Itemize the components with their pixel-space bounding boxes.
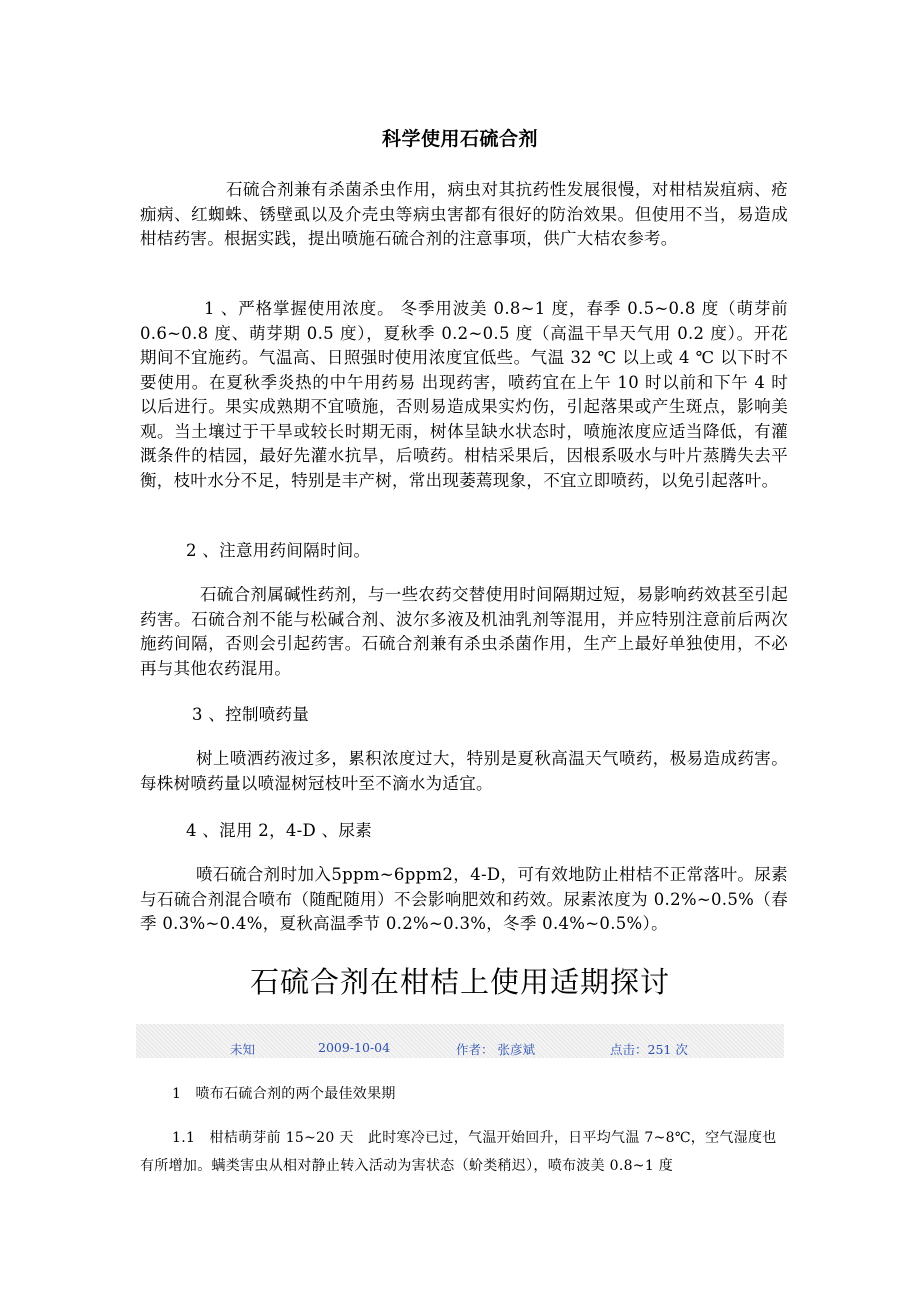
article1-title: 科学使用石硫合剂: [381, 128, 538, 150]
article2-section1-heading: 1 喷布石硫合剂的两个最佳效果期: [172, 1086, 396, 1102]
meta-clicks: 点击：251 次: [610, 1042, 688, 1057]
section4-paragraph: 喷石硫合剂时加入5ppm~6ppm2，4-D，可有效地防止柑桔不正常落叶。尿素与石硫合剂混合喷布（随配随用）不会影响肥效和药效。尿素浓度为 0.2%~0.5%（春季 0.3%~0.4%，夏秋高温季节 0.2%~0.3%，冬季 0.4%~0.5%）。: [140, 865, 788, 933]
section3-heading: 3 、控制喷药量: [192, 705, 310, 724]
section1-paragraph: 1 、严格掌握使用浓度。 冬季用波美 0.8~1 度，春季 0.5~0.8 度（萌芽前 0.6~0.8 度、萌芽期 0.5 度），夏秋季 0.2~0.5 度（高温干旱天气用 0.2 度）。开花期间不宜施药。气温高、日照强时使用浓度宜低些。气温 32 ℃ 以上或 4 ℃ 以下时不要使用。在夏秋季炎热的中午用药易 出现药害，喷药宜在上午 10 时以前和下午 4 时 以后进行。果实成熟期不宜喷施，否则易造成果实灼伤，引起落果或产生斑点，影响美观。当土壤过于干旱或较长时期无雨，树体呈缺水状态时，喷施浓度应适当降低，有灌溉条件的桔园，最好先灌水抗旱，后喷药。柑桔采果后，因根系吸水与叶片蒸腾失去平衡，枝叶水分不足，特别是丰产树，常出现萎蔫现象，不宜立即喷药，以免引起落叶。: [140, 299, 788, 490]
meta-source: 未知: [230, 1042, 256, 1057]
section2-heading: 2 、注意用药间隔时间。: [186, 541, 371, 560]
section2-paragraph: 石硫合剂属碱性药剂，与一些农药交替使用时间隔期过短，易影响药效甚至引起药害。石硫合剂不能与松碱合剂、波尔多液及机油乳剂等混用，并应特别注意前后两次施药间隔，否则会引起药害。石硫合剂兼有杀虫杀菌作用，生产上最好单独使用，不必再与其他农药混用。: [140, 585, 788, 678]
section3-paragraph: 树上喷洒药液过多，累积浓度过大，特别是夏秋高温天气喷药，极易造成药害。每株树喷药量以喷湿树冠枝叶至不滴水为适宜。: [140, 749, 788, 793]
article2-title: 石硫合剂在柑桔上使用适期探讨: [249, 965, 670, 999]
article2-section1-1-paragraph: 1.1 柑桔萌芽前 15~20 天 此时寒冷已过，气温开始回升，日平均气温 7~8℃，空气湿度也有所增加。螨类害虫从相对静止转入活动为害状态（蚧类稍迟），喷布波美 0.8~1 度: [140, 1130, 777, 1174]
meta-date: 2009-10-04: [318, 1040, 391, 1055]
article-meta-bar: [136, 1024, 784, 1058]
article1-intro: 石硫合剂兼有杀菌杀虫作用，病虫对其抗药性发展很慢，对柑桔炭疽病、疮痂病、红蜘蛛、锈壁虱以及介壳虫等病虫害都有很好的防治效果。但使用不当，易造成柑桔药害。根据实践，提出喷施石硫合剂的注意事项，供广大桔农参考。: [140, 180, 788, 248]
meta-author: 作者： 张彦斌: [456, 1042, 535, 1057]
section4-heading: 4 、混用 2，4-D 、尿素: [186, 821, 373, 840]
